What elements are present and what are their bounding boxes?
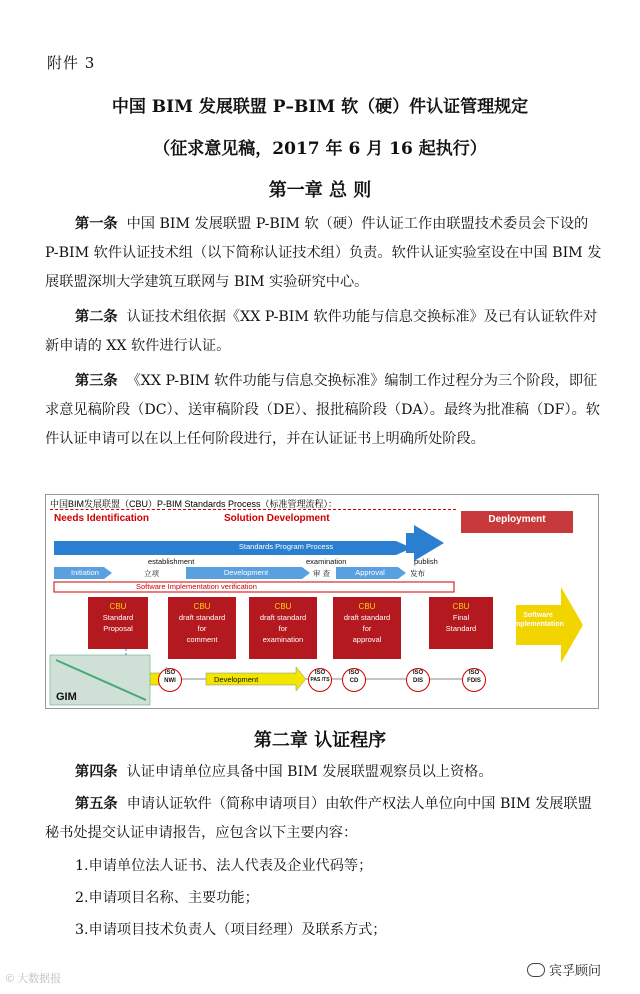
article-1 — [45, 210, 605, 297]
article-4-label: 第四条 — [75, 764, 118, 780]
iso-code: PAS /TS — [310, 677, 330, 683]
examination-label: examination — [306, 557, 347, 566]
iso-tag: ISO — [468, 670, 480, 676]
list-item: 1.申请单位法人证书、法人代表及企业代码等； — [75, 858, 373, 874]
iso-cd-node — [342, 668, 366, 692]
card-draft-for-approval — [333, 597, 401, 659]
iso-nwi-node — [158, 668, 182, 692]
software-verification-label: Software Implementation verification — [136, 582, 257, 591]
iso-development-label: Development — [214, 675, 259, 684]
iso-tag: ISO — [314, 670, 326, 676]
card-line: approval — [352, 635, 382, 644]
phase-needs-identification: Needs Identification — [54, 513, 150, 524]
brand-name: 宾孚顾问 — [549, 963, 602, 978]
article-4-text: 认证申请单位应具备中国 BIM 发展联盟观察员以上资格。 — [126, 764, 493, 780]
article-2-label: 第二条 — [75, 309, 118, 325]
card-draft-for-examination — [249, 597, 317, 659]
phase-deployment: Deployment — [488, 514, 546, 525]
article-4 — [45, 758, 605, 787]
iso-dis-node — [406, 668, 430, 692]
article-2 — [45, 303, 605, 361]
iso-pas-ts-node — [308, 668, 332, 692]
card-line: Proposal — [103, 624, 133, 633]
program-process-label: Standards Program Process — [238, 542, 334, 551]
chapter-1-heading: 第一章 总 则 — [268, 180, 372, 201]
development-label: Development — [223, 568, 269, 577]
document-subtitle: （征求意见稿，2017 年 6 月 16 起执行） — [153, 139, 487, 159]
card-line: Standard — [445, 624, 477, 633]
iso-code: CD — [349, 678, 359, 684]
card-line: draft standard — [343, 613, 391, 622]
list-item: 2.申请项目名称、主要功能； — [75, 890, 259, 906]
phase-solution-development: Solution Development — [224, 513, 330, 524]
software-implementation-label: Software Implementation — [512, 612, 564, 628]
lixiang-label: 立项 — [144, 569, 159, 578]
approval-label: Approval — [355, 568, 385, 577]
fabu-label: 发布 — [410, 569, 425, 578]
card-tag: CBU — [274, 602, 292, 611]
establishment-label: establishment — [148, 557, 195, 566]
wechat-icon — [527, 963, 545, 977]
figure-caption: 中国BIM发展联盟（CBU）P-BIM Standards Process（标准管理流程）： — [50, 499, 338, 509]
list-item: 3.申请项目技术负责人（项目经理）及联系方式； — [75, 922, 387, 938]
card-line: examination — [262, 635, 304, 644]
card-line: for — [362, 624, 372, 633]
article-3 — [45, 367, 605, 454]
brand-badge — [527, 960, 601, 979]
watermark: © 大数据报 — [6, 973, 62, 985]
article-1-label: 第一条 — [75, 216, 118, 232]
iso-code: NWI — [164, 678, 176, 684]
article-3-text: 《XX P-BIM 软件功能与信息交换标准》编制工作过程分为三个阶段，即征求意见稿阶段（DC）、送审稿阶段（DE）、报批稿阶段（DA）。最终为批准稿（DF）。软件认证申请可以在以上任何阶段进行，并在认证证书上明确所处阶段。 — [45, 373, 600, 447]
attachment-label: 附件 3 — [47, 54, 96, 72]
card-line: comment — [186, 635, 218, 644]
card-line: draft standard — [178, 613, 226, 622]
card-standard-proposal — [88, 597, 148, 649]
shencha-label: 审 查 — [313, 569, 331, 578]
card-line: Final — [452, 613, 470, 622]
iso-fdis-node — [462, 668, 486, 692]
chapter-2-heading: 第二章 认证程序 — [253, 730, 387, 751]
iso-code: FDIS — [467, 678, 481, 684]
card-tag: CBU — [193, 602, 211, 611]
iso-tag: ISO — [412, 670, 424, 676]
publish-arrow — [406, 525, 444, 561]
card-tag: CBU — [452, 602, 470, 611]
card-tag: CBU — [358, 602, 376, 611]
iso-tag: ISO — [164, 670, 176, 676]
card-tag: CBU — [109, 602, 127, 611]
iso-tag: ISO — [348, 670, 360, 676]
document-title: 中国 BIM 发展联盟 P–BIM 软（硬）件认证管理规定 — [111, 97, 529, 117]
standards-process-figure — [45, 494, 599, 709]
initiation-label: Initiation — [71, 568, 99, 577]
card-line: Standard — [102, 613, 134, 622]
article-5-label: 第五条 — [75, 796, 118, 812]
article-1-text: 中国 BIM 发展联盟 P-BIM 软（硬）件认证工作由联盟技术委员会下设的 P-BIM 软件认证技术组（以下简称认证技术组）负责。软件认证实验室设在中国 BIM 发展联盟深圳大学建筑互联网与 BIM 实验研究中心。 — [45, 216, 602, 290]
iso-code: DIS — [412, 678, 423, 684]
card-draft-for-comment — [168, 597, 236, 659]
publish-label: publish — [414, 557, 438, 566]
article-5-text: 申请认证软件（简称申请项目）由软件产权法人单位向中国 BIM 发展联盟秘书处提交认证申请报告，应包含以下主要内容： — [45, 796, 592, 841]
card-line: for — [197, 624, 207, 633]
article-2-text: 认证技术组依据《XX P-BIM 软件功能与信息交换标准》及已有认证软件对新申请的 XX 软件进行认证。 — [45, 309, 598, 354]
card-line: draft standard — [259, 613, 307, 622]
article-3-label: 第三条 — [75, 373, 118, 389]
gim-label: GIM — [56, 691, 77, 703]
card-line: for — [278, 624, 288, 633]
card-final-standard — [429, 597, 493, 649]
article-5 — [45, 790, 605, 848]
